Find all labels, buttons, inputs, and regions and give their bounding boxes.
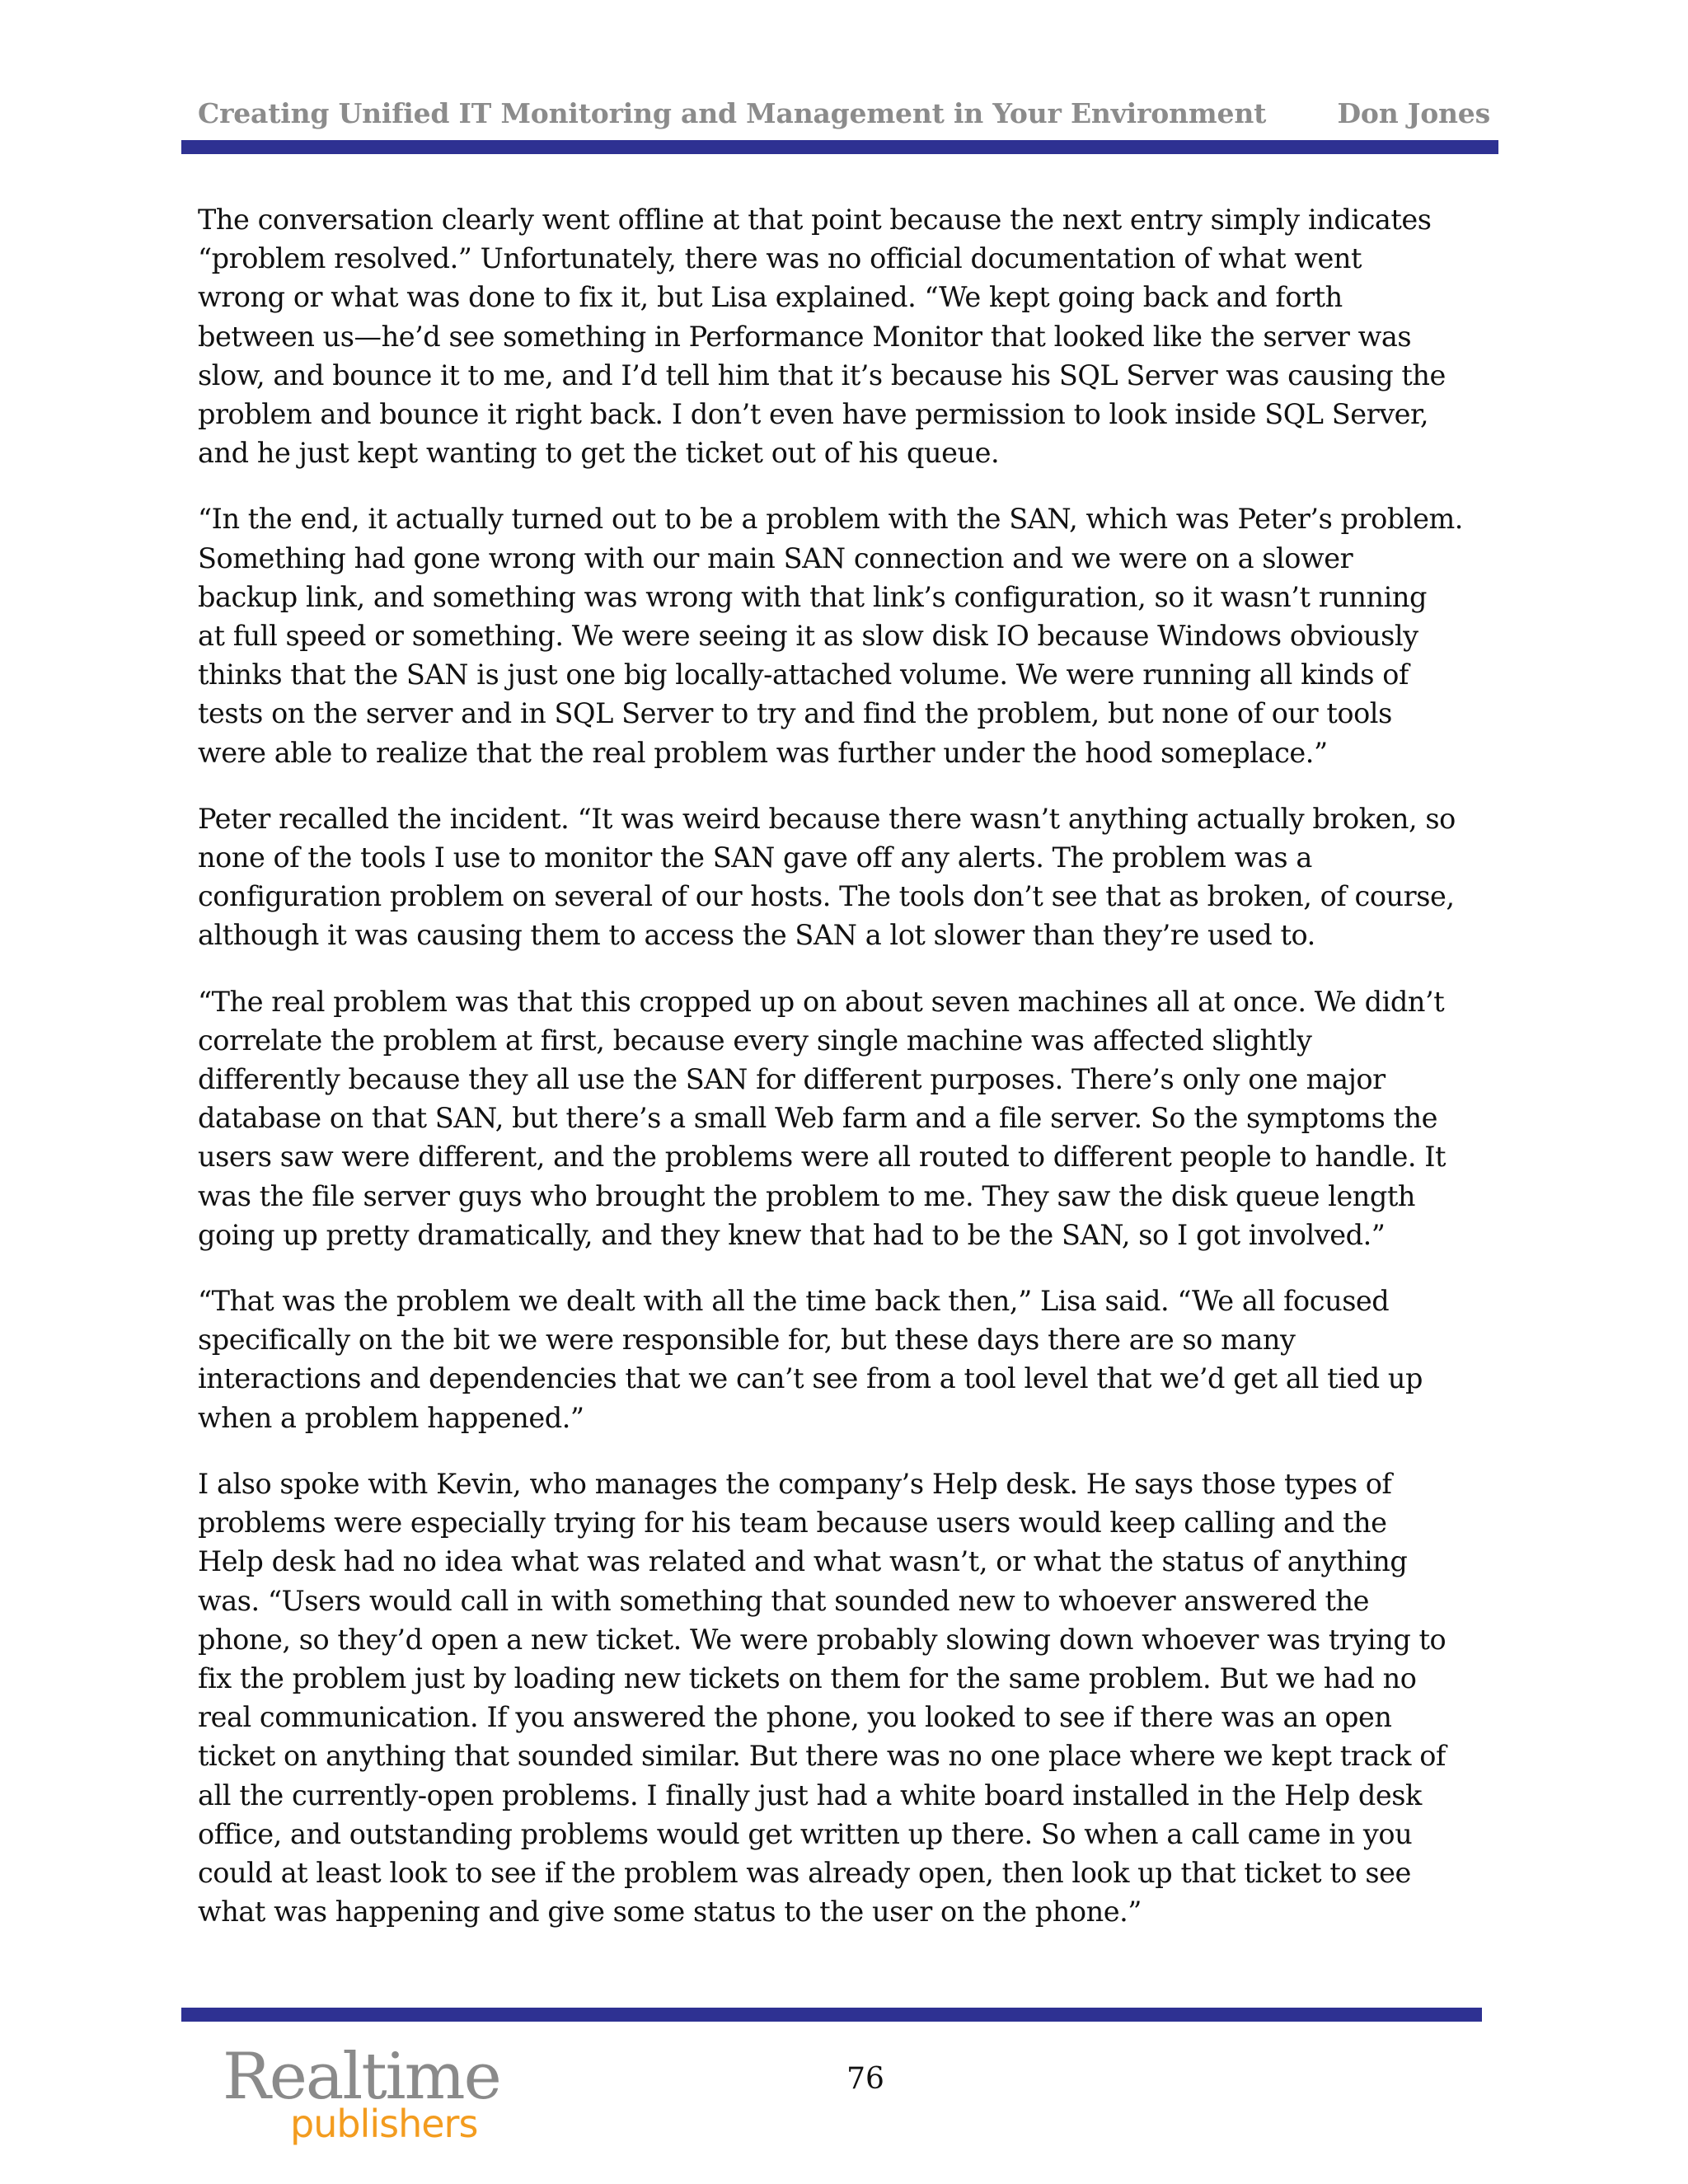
body-text bbox=[198, 200, 1502, 1958]
footer-rule bbox=[181, 2008, 1482, 2022]
paragraph: “That was the problem we dealt with all the time back then,” Lisa said. “We all focused specifically on the bit we were responsible for, but these days there are so many interactions and dependencies that we can’t see from a tool level that we’d get all tied up when a problem happened.” bbox=[198, 1285, 1423, 1434]
paragraph: The conversation clearly went offline at that point because the next entry simply indicates “problem resolved.” Unfortunately, there was no official documentation of what went wrong or what was done to fix it, but Lisa explained. “We kept going back and forth between us—he’d see something in Performance Monitor that looked like the server was slow, and bounce it to me, and I’d tell him that it’s because his SQL Server was causing the problem and bounce it right back. I don’t even have permission to look inside SQL Server, and he just kept wanting to get the ticket out of his queue. bbox=[198, 204, 1446, 470]
header-rule bbox=[181, 140, 1498, 154]
realtime-publishers-logo bbox=[223, 2040, 500, 2158]
running-header bbox=[198, 97, 1490, 129]
logo-wordmark-publishers: publishers bbox=[290, 2102, 478, 2146]
header-title: Creating Unified IT Monitoring and Management in Your Environment bbox=[198, 97, 1267, 129]
paragraph: “In the end, it actually turned out to be a problem with the SAN, which was Peter’s problem. Something had gone wrong with our main SAN connection and we were on a slower backup link, and something was wrong with that link’s configuration, so it wasn’t running at full speed or something. We were seeing it as slow disk IO because Windows obviously thinks that the SAN is just one big locally-attached volume. We were running all kinds of tests on the server and in SQL Server to try and find the problem, but none of our tools were able to realize that the real problem was further under the hood someplace.” bbox=[198, 503, 1463, 769]
paragraph: I also spoke with Kevin, who manages the company’s Help desk. He says those types of problems were especially trying for his team because users would keep calling and the Help desk had no idea what was related and what wasn’t, or what the status of anything was. “Users would call in with something that sounded new to whoever answered the phone, so they’d open a new ticket. We were probably slowing down whoever was trying to fix the problem just by loading new tickets on them for the same problem. But we had no real communication. If you answered the phone, you looked to see if there was an open ticket on anything that sounded similar. But there was no one place where we kept track of all the currently-open problems. I finally just had a white board installed in the Help desk office, and outstanding problems would get written up there. So when a call came in you could at least look to see if the problem was already open, then look up that ticket to see what was happening and give some status to the user on the phone.” bbox=[198, 1467, 1447, 1929]
page-number: 76 bbox=[846, 2062, 884, 2096]
logo-wordmark-realtime: Realtime bbox=[223, 2040, 500, 2114]
header-author: Don Jones bbox=[1337, 97, 1490, 129]
paragraph: “The real problem was that this cropped up on about seven machines all at once. We didn’t correlate the problem at first, because every single machine was affected slightly differently because they all use the SAN for different purposes. There’s only one major database on that SAN, but there’s a small Web farm and a file server. So the symptoms the users saw were different, and the problems were all routed to different people to handle. It was the file server guys who brought the problem to me. They saw the disk queue length going up pretty dramatically, and they knew that had to be the SAN, so I got involved.” bbox=[198, 985, 1447, 1251]
paragraph: Peter recalled the incident. “It was weird because there wasn’t anything actually broken, so none of the tools I use to monitor the SAN gave off any alerts. The problem was a configuration problem on several of our hosts. The tools don’t see that as broken, of course, although it was causing them to access the SAN a lot slower than they’re used to. bbox=[198, 802, 1456, 952]
